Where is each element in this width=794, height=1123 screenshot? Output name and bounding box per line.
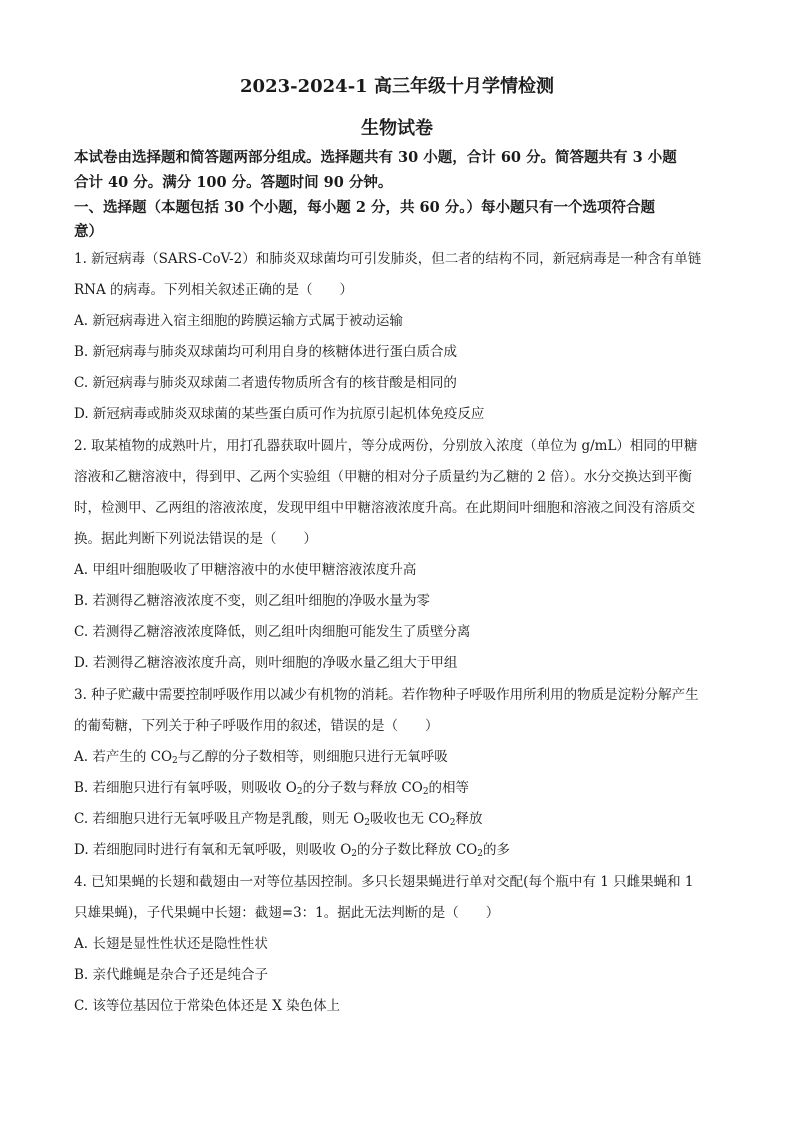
question-3-option-c: C. 若细胞只进行无氧呼吸且产物是乳酸，则无 $O_2$吸收也无 $CO_2$释放 [74, 811, 483, 828]
question-3-stem: 的葡萄糖，下列关于种子呼吸作用的叙述，错误的是（ ） [74, 718, 439, 734]
question-4-option-b: B. 亲代雌蝇是杂合子还是纯合子 [74, 967, 269, 983]
question-1-option-d: D. 新冠病毒或肺炎双球菌的某些蛋白质可作为抗原引起机体免疫反应 [74, 406, 485, 422]
question-4-stem: 4. 已知果蝇的长翅和截翅由一对等位基因控制。多只长翅果蝇进行单对交配(每个瓶中有 1 只雌果蝇和 1 [74, 874, 694, 890]
question-1-option-b: B. 新冠病毒与肺炎双球菌均可利用自身的核糖体进行蛋白质合成 [74, 344, 458, 360]
instructions-line: 本试卷由选择题和简答题两部分组成。选择题共有 30 小题，合计 60 分。简答题共有 3 小题 [74, 149, 677, 166]
question-2-option-c: C. 若测得乙糖溶液浓度降低，则乙组叶肉细胞可能发生了质壁分离 [74, 624, 471, 640]
question-2-option-a: A. 甲组叶细胞吸收了甲糖溶液中的水使甲糖溶液浓度升高 [74, 562, 417, 578]
question-2-stem: 溶液和乙糖溶液中，得到甲、乙两个实验组（甲糖的相对分子质量约为乙糖的 2 倍）。水分交换达到平衡 [74, 469, 692, 485]
question-2-stem: 换。据此判断下列说法错误的是（ ） [74, 531, 317, 547]
question-3-option-a: A. 若产生的 $CO_2$与乙醇的分子数相等，则细胞只进行无氧呼吸 [74, 749, 448, 766]
question-4-option-c: C. 该等位基因位于常染色体还是 X 染色体上 [74, 998, 341, 1014]
question-4-stem: 只雄果蝇)，子代果蝇中长翅：截翅=3：1。据此无法判断的是（ ） [74, 905, 500, 921]
question-4-option-a: A. 长翅是显性性状还是隐性性状 [74, 936, 268, 952]
question-3-stem: 3. 种子贮藏中需要控制呼吸作用以减少有机物的消耗。若作物种子呼吸作用所利用的物质是淀粉分解产生 [74, 687, 699, 703]
question-1-stem: RNA 的病毒。下列相关叙述正确的是（ ） [74, 282, 354, 298]
question-1-option-c: C. 新冠病毒与肺炎双球菌二者遗传物质所含有的核苷酸是相同的 [74, 375, 457, 391]
question-3-option-b: B. 若细胞只进行有氧呼吸，则吸收 $O_2$的分子数与释放 $CO_2$的相等 [74, 780, 470, 797]
question-2-option-d: D. 若测得乙糖溶液浓度升高，则叶细胞的净吸水量乙组大于甲组 [74, 655, 458, 671]
section-heading: 一、选择题（本题包括 30 个小题，每小题 2 分，共 60 分。）每小题只有一个选项符合题 [74, 199, 655, 216]
instructions-line: 合计 40 分。满分 100 分。答题时间 90 分钟。 [74, 174, 393, 191]
question-2-stem: 时，检测甲、乙两组的溶液浓度，发现甲组中甲糖溶液浓度升高。在此期间叶细胞和溶液之间没有溶质交 [74, 500, 695, 516]
section-heading: 意） [74, 223, 103, 240]
question-1-stem: 1. 新冠病毒（SARS-CoV-2）和肺炎双球菌均可引发肺炎，但二者的结构不同，新冠病毒是一种含有单链 [74, 251, 702, 267]
question-1-option-a: A. 新冠病毒进入宿主细胞的跨膜运输方式属于被动运输 [74, 313, 403, 329]
question-2-stem: 2. 取某植物的成熟叶片，用打孔器获取叶圆片，等分成两份，分别放入浓度（单位为 g/mL）相同的甲糖 [74, 438, 698, 454]
subject-title: 生物试卷 [361, 118, 433, 139]
question-2-option-b: B. 若测得乙糖溶液浓度不变，则乙组叶细胞的净吸水量为零 [74, 593, 431, 609]
question-3-option-d: D. 若细胞同时进行有氧和无氧呼吸，则吸收 $O_2$的分子数比释放 $CO_2$的多 [74, 842, 510, 859]
exam-title: 2023-2024-1 高三年级十月学情检测 [240, 76, 554, 97]
